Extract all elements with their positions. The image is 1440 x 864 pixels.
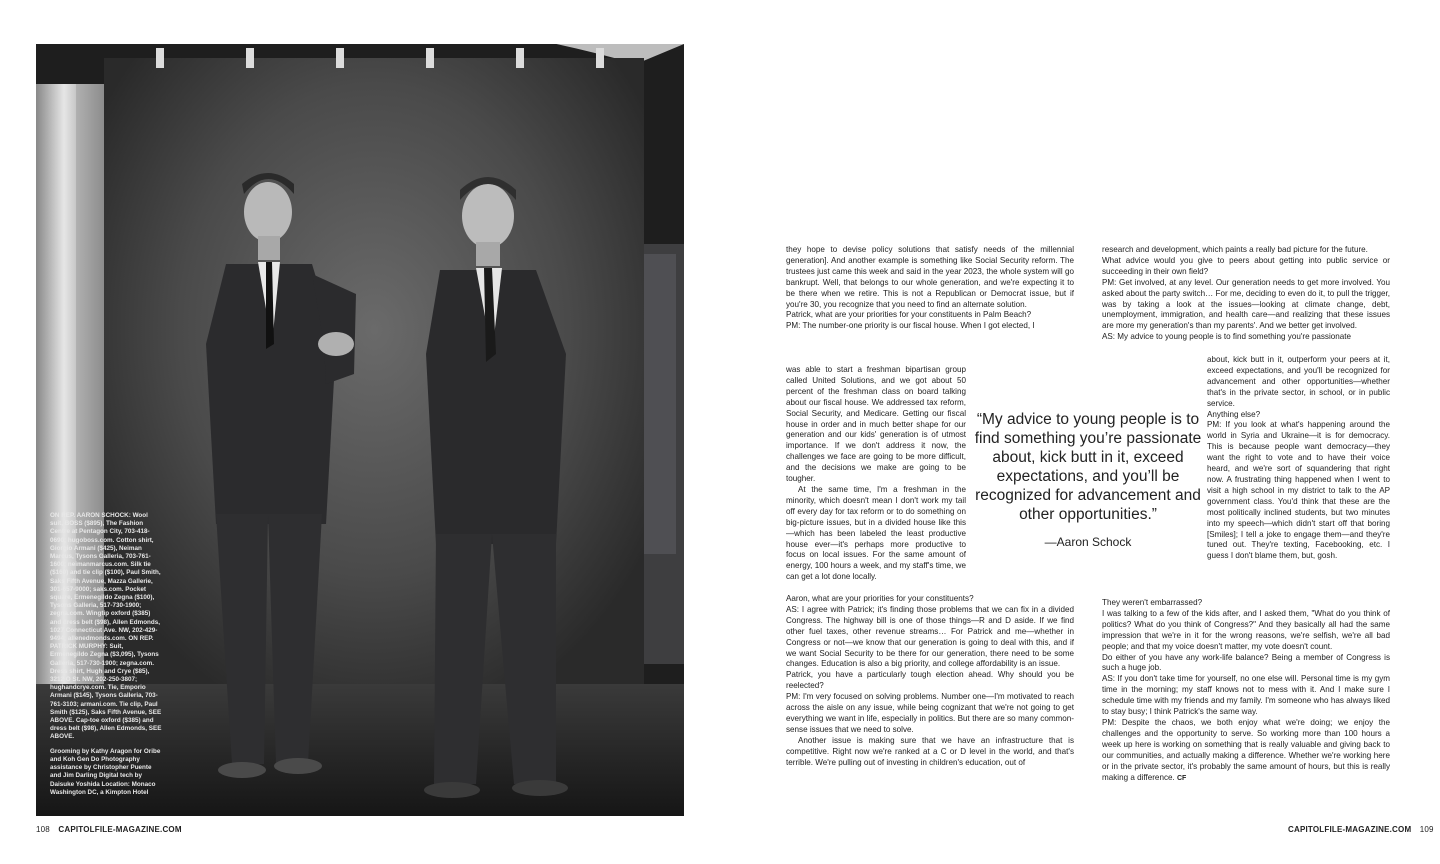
paragraph: PM: I'm very focused on solving problems. Number one—I'm motivated to reach across the aisle on any issue, while being cognizant that we're not going to get everything we want in life, especially in politics. But there are so many common-sense issues that we need to solve. (786, 692, 1074, 734)
site-name-right: CAPITOLFILE-MAGAZINE.COM (1288, 825, 1412, 834)
paragraph: research and development, which paints a really bad picture for the future. (1102, 245, 1368, 254)
column-1-bottom (786, 594, 1074, 769)
column-2-top (1102, 245, 1390, 343)
folio-right (1288, 825, 1440, 834)
final-paragraph: PM: Despite the chaos, we both enjoy what we're doing; we enjoy the challenges and the opportunity to serve. So working more than 100 hours a week up here is working on something that is really valuable and giving back to our communities, and actually making a difference. Whether we're working here or in the private sector, it's probably the same amount of hours, but this is really making a difference. (1102, 717, 1390, 782)
paragraph: At the same time, I'm a freshman in the minority, which doesn't mean I don't work my tail off every day for tax reform or to do something on big-picture issues, but in a divided house like this—which has been labeled the least productive house ever—it's perhaps more productive to focus on local issues. For the same amount of energy, 100 hours a week, and my staff's time, we can get a lot done locally. (786, 484, 966, 582)
production-credits: Grooming by Kathy Aragon for Oribe and Koh Gen Do Photography assistance by Christopher Puente and Jim Darling Digital tech by Daisuke Yoshida Location: Monaco Washington DC, a Kimpton Hotel (50, 747, 161, 796)
column-1-top (786, 245, 1074, 332)
page-number-right: 109 (1419, 825, 1434, 834)
paragraph: PM: The number-one priority is our fiscal house. When I got elected, I (786, 321, 1035, 331)
column-2-bottom (1102, 598, 1390, 784)
question: Patrick, you have a particularly tough election ahead. Why should you be reelected? (786, 670, 1074, 691)
question: They weren't embarrassed? (1102, 598, 1203, 607)
paragraph: AS: If you don't take time for yourself, no one else will. Personal time is my gym time in the morning; my staff knows not to mess with it. And I make sure I schedule time with my friends and my family. I'm someone who has always liked to stay busy; I think Patrick's the same way. (1102, 674, 1390, 717)
wardrobe-credits: ON REP. AARON SCHOCK: Wool suit, BOSS ($895), The Fashion Centre at Pentagon City, 703-418-0690; hugoboss.com. Cotton shirt, Giorgio Armani ($425), Neiman Marcus, Tysons Galleria, 703-761-1600; neimanmarcus.com. Silk tie ($160) and tie clip ($100), Paul Smith, Saks Fifth Avenue, Mazza Gallerie, 301-657-9000; saks.com. Pocket square, Ermenegildo Zegna ($100), Tysons Galleria, 517-730-1900; zegna.com. Wingtip oxford ($385) and dress belt ($98), Allen Edmonds, 1027 Connecticut Ave. NW, 202-429-9494; allenedmonds.com. ON REP. PATRICK MURPHY: Suit, Ermenegildo Zegna ($3,095), Tysons Galleria, 517-730-1900; zegna.com. Dress shirt, Hugh and Crye ($85), 3212 O St. NW, 202-250-3807; hughandcrye.com. Tie, Emporio Armani ($145), Tysons Galleria, 703-761-3103; armani.com. Tie clip, Paul Smith ($125), Saks Fifth Avenue, SEE ABOVE. Cap-toe oxford ($385) and dress belt ($98), Allen Edmonds, SEE ABOVE. (50, 512, 162, 741)
paragraph: was able to start a freshman bipartisan group called United Solutions, and we got about 50 percent of the freshman class on board talking about our fiscal house. We addressed tax reform, Social Security, and Medicare. Getting our fiscal house in order and in much better shape for our generation and our kids' generation is of utmost importance. If we don't address it now, the challenges we face are going to be more difficult, and the decisions we make are going to be tougher. (786, 365, 966, 484)
paragraph: I was talking to a few of the kids after, and I asked them, "What do you think of politics? What do you think of Congress?" And they basically all had the same impression that we're in it for the wrong reasons, we're selfish, we're all bad people; and that my voice doesn't matter, my vote doesn't count. (1102, 608, 1390, 651)
paragraph: AS: I agree with Patrick; it's finding those problems that we can fix in a divided Congress. The highway bill is one of those things—R and D aside. If we find other fuel taxes, other revenue streams… For Patrick and me—whether in Congress or not—we know that our generation is going to deal with this, and if we want Social Security to be there for our generation, there need to be some changes. Education is also a big priority, and college affordability is an issue. (786, 604, 1074, 669)
page-number-left: 108 (36, 825, 50, 834)
paragraph: PM: Get involved, at any level. Our generation needs to get more involved. You asked about the party switch… For me, deciding to even do it, to pull the trigger, was by taking a look at the issues—looking at climate change, debt, unemployment, immigration, and health care—and realizing that these issues are more my generation's than my parents'. And we better get involved. (1102, 277, 1390, 331)
column-1-wrap (786, 365, 966, 583)
pull-quote (972, 410, 1204, 552)
question: Patrick, what are your priorities for your constituents in Palm Beach? (786, 310, 1032, 320)
paragraph: about, kick butt in it, outperform your peers at it, exceed expectations, and you'll be recognized for advancement and other opportunities—whether that's in the private sector, in school, or in public service. (1207, 355, 1390, 408)
paragraph (1102, 718, 1390, 784)
photo-credits (50, 512, 162, 803)
paragraph: PM: If you look at what's happening around the world in Syria and Ukraine—it is for democracy. This is because people want democracy—they want the right to vote and to have their voice heard, and we're sort of squandering that right now. A frustrating thing happened when I went to visit a high school in my district to talk to the AP government class. You'd think that these are the most politically inclined students, but two minutes into my speech—which didn't start off that boring [Smiles]; I tell a joke to engage them—and they're tuned out. They're texting, Facebooking, etc. I guess I don't blame them, but, gosh. (1207, 420, 1390, 561)
site-name-left: CAPITOLFILE-MAGAZINE.COM (58, 825, 182, 834)
question: Anything else? (1207, 409, 1261, 419)
question: Aaron, what are your priorities for your constituents? (786, 594, 974, 603)
column-2-wrap (1207, 355, 1390, 562)
pull-quote-text: “My advice to young people is to find something you’re passionate about, kick butt in it, exceed expectations, and you’ll be recognized for advancement and other opportunities.” (974, 411, 1202, 523)
cover-photo (36, 44, 684, 816)
question: What advice would you give to peers about getting into public service or succeeding in their own field? (1102, 255, 1390, 276)
end-mark: CF (1177, 774, 1187, 782)
paragraph: AS: My advice to young people is to find something you're passionate (1102, 332, 1352, 342)
paragraph: they hope to devise policy solutions that satisfy needs of the millennial generation]. And another example is something like Social Security reform. The trustees just came this week and said in the year 2023, the whole system will go bankrupt. Well, that belongs to our whole generation, and we're expecting it to be there when we retire. This is not a Republican or Democrat issue, but if you're 30, you recognize that you need to find an alternate solution. (786, 245, 1074, 309)
paragraph: Another issue is making sure that we have an infrastructure that is competitive. Right now we're ranked at a C or D level in the world, and that's terrible. We're pulling out of investing in children's education, out of (786, 735, 1074, 767)
folio-left (36, 825, 182, 834)
question: Do either of you have any work-life balance? Being a member of Congress is such a huge job. (1102, 652, 1390, 673)
pull-quote-attribution: —Aaron Schock (1044, 535, 1132, 549)
